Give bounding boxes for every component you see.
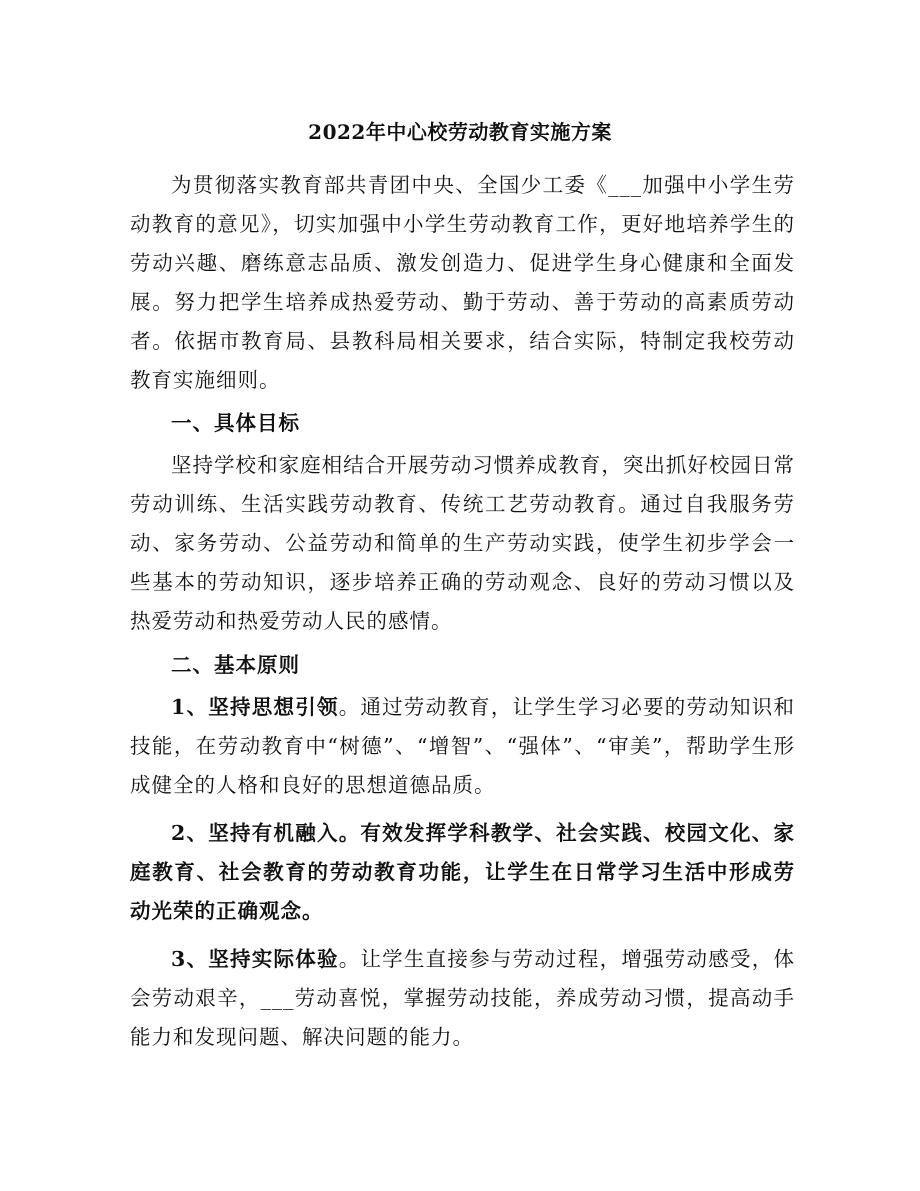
goals-paragraph: 坚持学校和家庭相结合开展劳动习惯养成教育，突出抓好校园日常劳动训练、生活实践劳动教育、传统工艺劳动教育。通过自我服务劳动、家务劳动、公益劳动和简单的生产劳动实践，使学生初步学会一些基本的劳动知识，逐步培养正确的劳动观念、良好的劳动习惯以及热爱劳动和热爱劳动人民的感情。 bbox=[130, 453, 795, 633]
principle-1-lead: 1、坚持思想引领 bbox=[171, 695, 339, 719]
principle-3-lead: 3、坚持实际体验 bbox=[171, 947, 339, 971]
principle-item-1 bbox=[130, 688, 795, 805]
principle-2-lead: 2、坚持有机融入。有效发挥学科教学、社会实践、校园文化、家庭教育、社会教育的劳动教育功能，让学生在日常学习生活中形成劳动光荣的正确观念。 bbox=[130, 821, 795, 923]
principle-item-2 bbox=[130, 814, 795, 931]
section-heading-principles: 二、基本原则 bbox=[171, 653, 300, 677]
principle-1-text: 。通过劳动教育，让学生学习必要的劳动知识和技能，在劳动教育中“树德”、“增智”、“强体”、“审美”，帮助学生形成健全的人格和良好的思想道德品质。 bbox=[130, 695, 796, 797]
principle-item-3 bbox=[130, 940, 795, 1057]
document-body bbox=[130, 166, 795, 1057]
intro-paragraph: 为贯彻落实教育部共青团中央、全国少工委《___加强中小学生劳动教育的意见》，切实加强中小学生劳动教育工作，更好地培养学生的劳动兴趣、磨练意志品质、激发创造力、促进学生身心健康和全面发展。努力把学生培养成热爱劳动、勤于劳动、善于劳动的高素质劳动者。依据市教育局、县教科局相关要求，结合实际，特制定我校劳动教育实施细则。 bbox=[130, 173, 795, 392]
principle-3-text: 。让学生直接参与劳动过程，增强劳动感受，体会劳动艰辛，___劳动喜悦，掌握劳动技能，养成劳动习惯，提高动手能力和发现问题、解决问题的能力。 bbox=[130, 947, 796, 1049]
section-heading-goals: 一、具体目标 bbox=[171, 411, 300, 435]
document-title: 2022年中心校劳动教育实施方案 bbox=[308, 120, 612, 144]
